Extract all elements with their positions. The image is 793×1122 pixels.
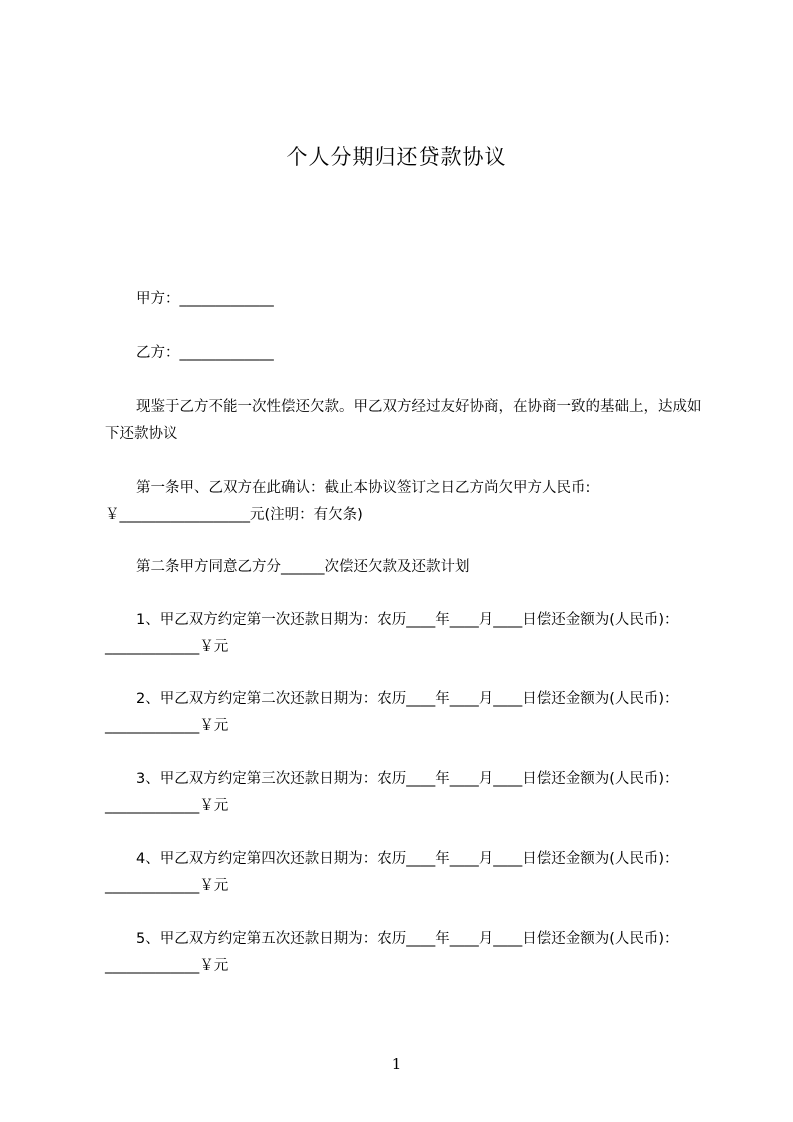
party-b-line: 乙方：_____________	[136, 345, 274, 361]
article-1-paragraph: 第一条甲、乙双方在此确认：截止本协议签订之日乙方尚欠甲方人民币:￥__________________元(注明：有欠条)	[105, 480, 591, 523]
installment-2: 2、甲乙双方约定第二次还款日期为：农历____年____月____日偿还金额为(人民币)：_____________￥元	[105, 691, 679, 734]
installment-1: 1、甲乙双方约定第一次还款日期为：农历____年____月____日偿还金额为(人民币)：_____________￥元	[105, 612, 679, 655]
intro-paragraph: 现鉴于乙方不能一次性偿还欠款。甲乙双方经过友好协商，在协商一致的基础上，达成如下还款协议	[105, 399, 702, 442]
party-a-line: 甲方：_____________	[136, 291, 274, 307]
page-number: 1	[391, 1055, 402, 1073]
installment-4: 4、甲乙双方约定第四次还款日期为：农历____年____月____日偿还金额为(人民币)：_____________￥元	[105, 851, 679, 894]
installment-3: 3、甲乙双方约定第三次还款日期为：农历____年____月____日偿还金额为(人民币)：_____________￥元	[105, 771, 679, 814]
installment-5: 5、甲乙双方约定第五次还款日期为：农历____年____月____日偿还金额为(人民币)：_____________￥元	[105, 931, 679, 974]
document-title: 个人分期归还贷款协议	[286, 145, 507, 169]
article-2-line: 第二条甲方同意乙方分______次偿还欠款及还款计划	[136, 559, 470, 575]
